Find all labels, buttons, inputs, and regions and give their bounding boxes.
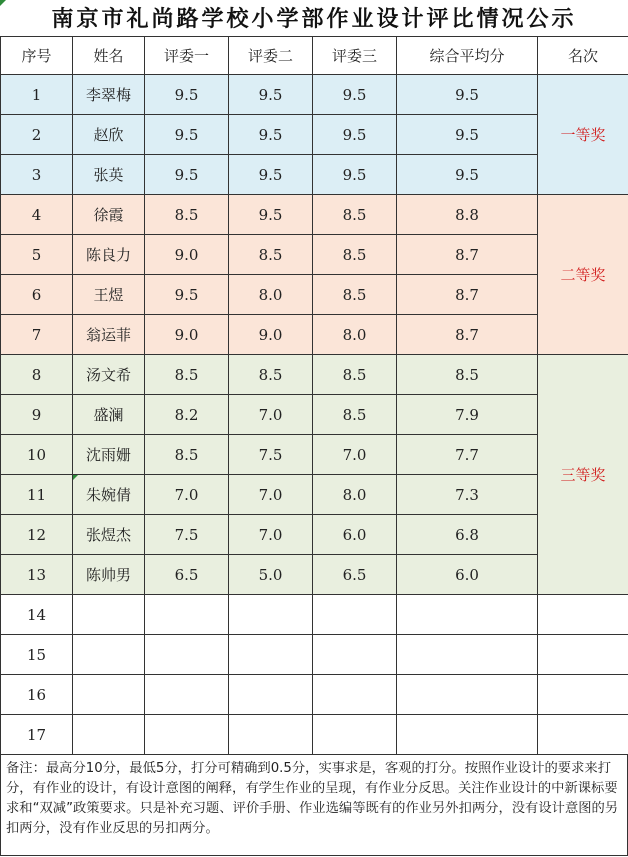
row-name: 张英	[73, 155, 145, 195]
row-no: 3	[1, 155, 73, 195]
row-judge3: 8.5	[313, 235, 397, 275]
header-judge2: 评委二	[229, 37, 313, 75]
row-no: 10	[1, 435, 73, 475]
header-no: 序号	[1, 37, 73, 75]
row-name: 沈雨姗	[73, 435, 145, 475]
row-no: 11	[1, 475, 73, 515]
row-judge2: 8.0	[229, 275, 313, 315]
row-name: 盛澜	[73, 395, 145, 435]
row-rank	[538, 715, 628, 755]
row-judge2: 7.0	[229, 515, 313, 555]
header-average: 综合平均分	[397, 37, 538, 75]
row-no: 16	[1, 675, 73, 715]
row-judge2	[229, 715, 313, 755]
row-no: 7	[1, 315, 73, 355]
row-average: 6.8	[397, 515, 538, 555]
table-row	[1, 435, 628, 475]
row-judge3	[313, 675, 397, 715]
table-row	[1, 595, 628, 635]
row-judge3: 8.5	[313, 395, 397, 435]
table-row	[1, 555, 628, 595]
row-average: 7.9	[397, 395, 538, 435]
row-average	[397, 635, 538, 675]
row-judge3: 9.5	[313, 115, 397, 155]
row-average: 9.5	[397, 115, 538, 155]
row-judge2	[229, 675, 313, 715]
table-row	[1, 195, 628, 235]
row-judge1: 7.5	[145, 515, 229, 555]
row-judge2: 8.5	[229, 355, 313, 395]
row-no: 4	[1, 195, 73, 235]
row-judge3: 8.0	[313, 315, 397, 355]
row-judge3	[313, 595, 397, 635]
row-name: 朱婉倩	[73, 475, 145, 515]
row-judge2: 9.5	[229, 195, 313, 235]
row-judge1: 9.5	[145, 275, 229, 315]
row-judge1	[145, 595, 229, 635]
row-name: 陈良力	[73, 235, 145, 275]
table-row	[1, 235, 628, 275]
row-judge1	[145, 635, 229, 675]
row-judge1	[145, 715, 229, 755]
row-judge1: 9.5	[145, 115, 229, 155]
row-no: 1	[1, 75, 73, 115]
row-no: 14	[1, 595, 73, 635]
row-no: 12	[1, 515, 73, 555]
row-name	[73, 595, 145, 635]
row-judge2: 7.0	[229, 395, 313, 435]
row-average: 8.7	[397, 275, 538, 315]
row-name: 汤文希	[73, 355, 145, 395]
row-name	[73, 675, 145, 715]
row-average	[397, 595, 538, 635]
row-judge2	[229, 635, 313, 675]
table-row	[1, 395, 628, 435]
row-judge2: 8.5	[229, 235, 313, 275]
row-judge1: 9.0	[145, 235, 229, 275]
table-row	[1, 115, 628, 155]
row-judge1: 9.5	[145, 155, 229, 195]
row-judge3: 6.0	[313, 515, 397, 555]
row-name: 张煜杰	[73, 515, 145, 555]
table-row	[1, 315, 628, 355]
table-row	[1, 635, 628, 675]
header-row	[1, 37, 628, 75]
row-name: 李翠梅	[73, 75, 145, 115]
header-name: 姓名	[73, 37, 145, 75]
row-judge3	[313, 715, 397, 755]
row-average: 8.5	[397, 355, 538, 395]
row-judge2: 7.5	[229, 435, 313, 475]
row-average	[397, 675, 538, 715]
row-no: 5	[1, 235, 73, 275]
row-no: 9	[1, 395, 73, 435]
table-row	[1, 475, 628, 515]
page-title: 南京市礼尚路学校小学部作业设计评比情况公示	[51, 6, 577, 32]
score-table	[0, 36, 628, 755]
table-row	[1, 355, 628, 395]
row-average: 8.7	[397, 315, 538, 355]
row-average: 9.5	[397, 155, 538, 195]
row-average	[397, 715, 538, 755]
row-judge3: 8.5	[313, 355, 397, 395]
row-judge3: 8.5	[313, 195, 397, 235]
row-judge1: 8.2	[145, 395, 229, 435]
row-rank	[538, 595, 628, 635]
row-name: 翁运菲	[73, 315, 145, 355]
row-judge1: 8.5	[145, 195, 229, 235]
row-no: 15	[1, 635, 73, 675]
row-judge3: 9.5	[313, 75, 397, 115]
table-row	[1, 75, 628, 115]
row-judge3	[313, 635, 397, 675]
row-judge3: 6.5	[313, 555, 397, 595]
header-rank: 名次	[538, 37, 628, 75]
table-row	[1, 715, 628, 755]
row-judge1: 9.5	[145, 75, 229, 115]
note-text: 备注：最高分10分，最低5分，打分可精确到0.5分，实事求是，客观的打分。按照作业设计的要求来打分，有作业的设计，有设计意图的阐释，有学生作业的呈现，有作业分反思。关注作业设计的中新课标要求和“双减”政策要求。只是补充习题、评价手册、作业选编等既有的作业另外扣两分，没有设计意图的另扣两分，没有作业反思的另扣两分。	[6, 761, 619, 836]
row-judge3: 8.0	[313, 475, 397, 515]
row-name	[73, 715, 145, 755]
row-average: 8.8	[397, 195, 538, 235]
row-no: 17	[1, 715, 73, 755]
row-average: 7.3	[397, 475, 538, 515]
row-judge2	[229, 595, 313, 635]
header-judge1: 评委一	[145, 37, 229, 75]
row-judge1: 8.5	[145, 435, 229, 475]
row-no: 13	[1, 555, 73, 595]
row-judge3: 7.0	[313, 435, 397, 475]
row-judge2: 9.0	[229, 315, 313, 355]
table-row	[1, 275, 628, 315]
table-row	[1, 155, 628, 195]
row-no: 8	[1, 355, 73, 395]
row-name	[73, 635, 145, 675]
row-judge2: 5.0	[229, 555, 313, 595]
row-no: 6	[1, 275, 73, 315]
table-row	[1, 675, 628, 715]
row-judge2: 9.5	[229, 75, 313, 115]
row-name: 赵欣	[73, 115, 145, 155]
header-judge3: 评委三	[313, 37, 397, 75]
row-judge1	[145, 675, 229, 715]
row-average: 7.7	[397, 435, 538, 475]
note-box	[0, 754, 628, 856]
row-average: 8.7	[397, 235, 538, 275]
row-judge3: 8.5	[313, 275, 397, 315]
row-name: 徐霞	[73, 195, 145, 235]
award-second: 二等奖	[538, 195, 628, 355]
row-judge1: 7.0	[145, 475, 229, 515]
row-name: 王煜	[73, 275, 145, 315]
row-judge1: 9.0	[145, 315, 229, 355]
row-judge1: 6.5	[145, 555, 229, 595]
row-no: 2	[1, 115, 73, 155]
row-judge1: 8.5	[145, 355, 229, 395]
row-judge3: 9.5	[313, 155, 397, 195]
table-row	[1, 515, 628, 555]
row-rank	[538, 675, 628, 715]
row-judge2: 9.5	[229, 115, 313, 155]
row-rank	[538, 635, 628, 675]
row-average: 9.5	[397, 75, 538, 115]
row-judge2: 9.5	[229, 155, 313, 195]
award-first: 一等奖	[538, 75, 628, 195]
row-judge2: 7.0	[229, 475, 313, 515]
row-name: 陈帅男	[73, 555, 145, 595]
row-average: 6.0	[397, 555, 538, 595]
award-third: 三等奖	[538, 355, 628, 595]
